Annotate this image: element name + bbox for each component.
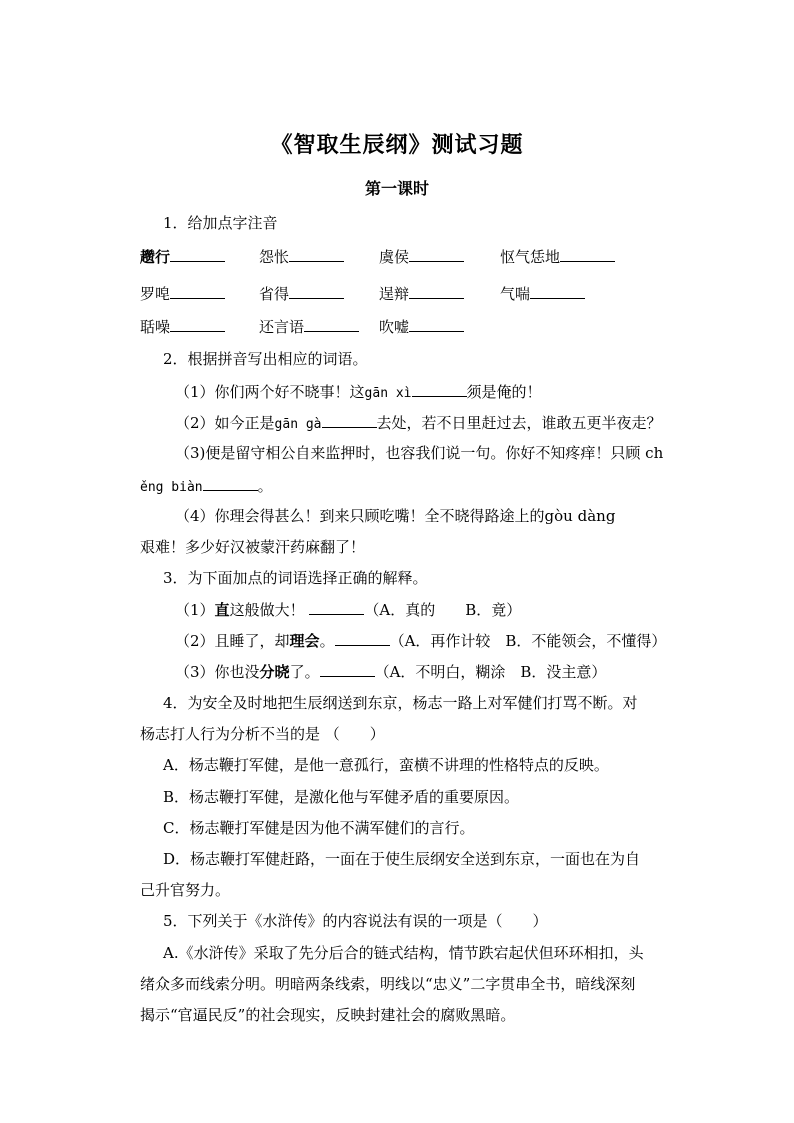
answer-blank[interactable] — [170, 316, 225, 332]
page-subtitle: 第一课时 — [364, 179, 429, 198]
q1-item: 虞侯 — [379, 246, 464, 267]
answer-blank[interactable] — [335, 630, 390, 646]
answer-blank[interactable] — [309, 599, 364, 615]
q5-option-a: A.《水浒传》采取了先分后合的链式结构，情节跌宕起伏但环环相扣，头 — [163, 944, 644, 962]
answer-blank[interactable] — [560, 246, 615, 262]
q3-sub3: （3）你也没分晓了。 （A．不明白，糊涂 B．没主意） — [175, 663, 607, 681]
q1-item: 省得 — [259, 283, 344, 304]
q1-item: 怨怅 — [259, 246, 344, 267]
q2-sub4-cont: 艰难！多少好汉被蒙汗药麻翻了！ — [140, 538, 366, 556]
q4-option-b: B．杨志鞭打军健，是激化他与军健矛盾的重要原因。 — [163, 788, 520, 806]
q4-option-a: A．杨志鞭打军健，是他一意孤行，蛮横不讲理的性格特点的反映。 — [163, 756, 609, 774]
q5-stem: 5．下列关于《水浒传》的内容说法有误的一项是（ ） — [163, 912, 548, 930]
q5-option-a-cont: 揭示“官逼民反”的社会现实，反映封建社会的腐败黑暗。 — [140, 1006, 516, 1024]
answer-blank[interactable] — [320, 661, 375, 677]
q4-stem: 4．为安全及时地把生辰纲送到东京，杨志一路上对军健们打骂不断。对 — [163, 694, 638, 712]
answer-blank[interactable] — [170, 246, 225, 262]
q1-stem: 1．给加点字注音 — [163, 214, 278, 232]
q4-option-c: C．杨志鞭打军健是因为他不满军健们的言行。 — [163, 819, 475, 837]
q1-item: 怄气恁地 — [500, 246, 615, 267]
answer-blank[interactable] — [289, 246, 344, 262]
q3-sub1: （1）直这般做大！ （A．真的 B．竟） — [175, 601, 522, 619]
q2-sub2: （2）如今正是gān gà 去处，若不日里赶过去，谁敢五更半夜走？ — [175, 414, 662, 432]
answer-blank[interactable] — [289, 283, 344, 299]
answer-blank[interactable] — [412, 381, 467, 397]
q2-sub1: （1）你们两个好不晓事！这gān xì 须是俺的！ — [175, 383, 542, 401]
q4-stem-cont: 杨志打人行为分析不当的是 （ ） — [140, 725, 385, 743]
q1-item: 罗唣 — [140, 283, 225, 304]
q5-option-a-cont: 绪众多而线索分明。明暗两条线索，明线以“忠义”二字贯串全书，暗线深刻 — [140, 975, 636, 993]
q4-option-d-cont: 己升官努力。 — [140, 881, 231, 899]
q1-item: 还言语 — [259, 316, 359, 337]
answer-blank[interactable] — [203, 475, 258, 491]
answer-blank[interactable] — [322, 412, 377, 428]
page-title: 《智取生辰纲》测试习题 — [270, 132, 524, 158]
q2-stem: 2．根据拼音写出相应的词语。 — [163, 350, 368, 368]
answer-blank[interactable] — [409, 316, 464, 332]
q2-sub3-cont: ěng biàn 。 — [140, 477, 273, 495]
answer-blank[interactable] — [304, 316, 359, 332]
q1-item: 吹嘘 — [379, 316, 464, 337]
q2-sub3: （3)便是留守相公自来监押时，也容我们说一句。你好不知疼痒！只顾 ch — [175, 444, 664, 462]
answer-blank[interactable] — [409, 283, 464, 299]
answer-blank[interactable] — [170, 283, 225, 299]
q1-item: 趱行 — [140, 246, 225, 267]
q1-item: 逞辩 — [379, 283, 464, 304]
q4-option-d: D．杨志鞭打军健赶路，一面在于使生辰纲安全送到东京，一面也在为自 — [163, 850, 641, 868]
answer-blank[interactable] — [409, 246, 464, 262]
q1-item: 聒噪 — [140, 316, 225, 337]
q3-stem: 3．为下面加点的词语选择正确的解释。 — [163, 569, 428, 587]
q3-sub2: （2）且睡了，却理会。 （A．再作计较 B．不能领会，不懂得） — [175, 632, 667, 650]
answer-blank[interactable] — [530, 283, 585, 299]
q1-item: 气喘 — [500, 283, 585, 304]
q2-sub4: （4）你理会得甚么！到来只顾吃嘴！全不晓得路途上的gòu dàng — [175, 507, 616, 525]
